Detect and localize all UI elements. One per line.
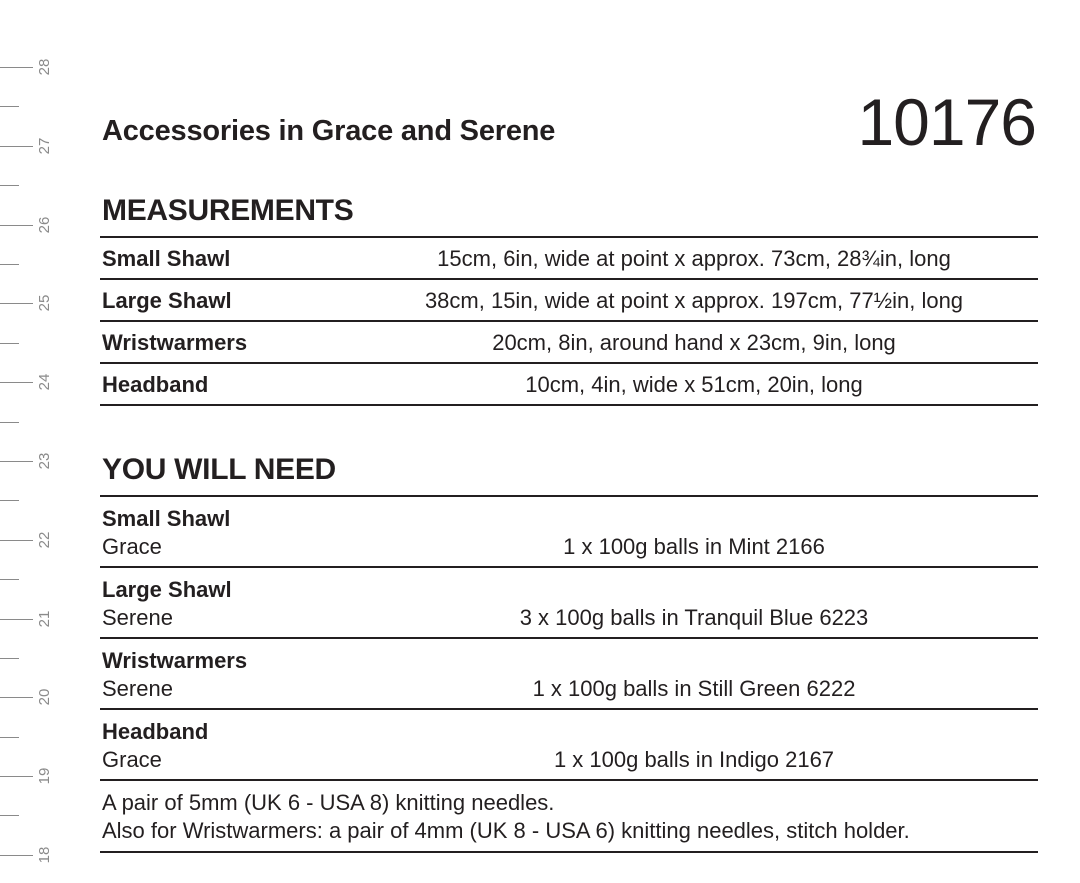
measurement-row — [100, 364, 1038, 406]
measurement-row — [100, 322, 1038, 364]
ruler-tick — [0, 500, 19, 501]
measurement-label: Headband — [102, 372, 209, 397]
material-yarn: Serene — [102, 605, 173, 630]
ruler-tick — [0, 225, 33, 226]
ruler-tick — [0, 106, 19, 107]
ruler-number: 28 — [36, 58, 53, 76]
ruler-tick — [0, 382, 33, 383]
needles-notes — [100, 781, 1038, 853]
ruler-tick — [0, 146, 33, 147]
ruler-tick — [0, 343, 19, 344]
ruler-tick — [0, 658, 19, 659]
pattern-number: 10176 — [857, 85, 1036, 159]
measurement-row — [100, 280, 1038, 322]
you-will-need-table — [100, 495, 1038, 853]
measurement-row — [100, 238, 1038, 280]
measurement-label: Large Shawl — [102, 288, 232, 313]
ruler-tick — [0, 697, 33, 698]
material-row — [100, 639, 1038, 710]
material-row — [100, 568, 1038, 639]
ruler-tick — [0, 422, 19, 423]
measurement-label: Wristwarmers — [102, 330, 248, 355]
ruler-tick — [0, 461, 33, 462]
measurement-value: 20cm, 8in, around hand x 23cm, 9in, long — [492, 330, 896, 355]
material-quantity: 3 x 100g balls in Tranquil Blue 6223 — [519, 605, 869, 630]
material-quantity: 1 x 100g balls in Indigo 2167 — [553, 747, 835, 772]
measurement-label: Small Shawl — [102, 246, 231, 271]
ruler-tick — [0, 264, 19, 265]
ruler-number: 26 — [36, 216, 53, 234]
measurement-value: 38cm, 15in, wide at point x approx. 197cm, 77½in, long — [424, 288, 964, 313]
measurements-heading: MEASUREMENTS — [102, 194, 354, 227]
ruler-number: 21 — [36, 610, 53, 628]
page-ruler — [0, 0, 70, 883]
document-title: Accessories in Grace and Serene — [102, 115, 556, 147]
ruler-tick — [0, 855, 33, 856]
material-yarn: Serene — [102, 676, 173, 701]
ruler-tick — [0, 303, 33, 304]
material-item: Small Shawl — [102, 506, 231, 531]
ruler-tick — [0, 185, 19, 186]
measurement-value: 10cm, 4in, wide x 51cm, 20in, long — [525, 372, 863, 397]
ruler-number: 24 — [36, 373, 53, 391]
you-will-need-heading: YOU WILL NEED — [102, 453, 336, 486]
material-row — [100, 497, 1038, 568]
ruler-number: 22 — [36, 531, 53, 549]
ruler-number: 27 — [36, 137, 53, 155]
material-item: Large Shawl — [102, 577, 232, 602]
ruler-tick — [0, 619, 33, 620]
ruler-number: 18 — [36, 846, 53, 864]
ruler-number: 23 — [36, 452, 53, 470]
ruler-number: 25 — [36, 294, 53, 312]
ruler-tick — [0, 579, 19, 580]
ruler-number: 20 — [36, 688, 53, 706]
measurements-table — [100, 236, 1038, 406]
ruler-tick — [0, 67, 33, 68]
measurement-value: 15cm, 6in, wide at point x approx. 73cm, 28¾in, long — [437, 246, 951, 271]
note-line: A pair of 5mm (UK 6 - USA 8) knitting needles. — [102, 790, 555, 815]
note-line: Also for Wristwarmers: a pair of 4mm (UK 8 - USA 6) knitting needles, stitch holder. — [102, 818, 910, 843]
material-quantity: 1 x 100g balls in Still Green 6222 — [532, 676, 856, 701]
ruler-tick — [0, 540, 33, 541]
material-quantity: 1 x 100g balls in Mint 2166 — [563, 534, 825, 559]
material-yarn: Grace — [102, 747, 162, 772]
ruler-tick — [0, 776, 33, 777]
material-row — [100, 710, 1038, 781]
material-item: Headband — [102, 719, 209, 744]
ruler-tick — [0, 737, 19, 738]
ruler-tick — [0, 815, 19, 816]
ruler-number: 19 — [36, 767, 53, 785]
material-yarn: Grace — [102, 534, 162, 559]
material-item: Wristwarmers — [102, 648, 248, 673]
